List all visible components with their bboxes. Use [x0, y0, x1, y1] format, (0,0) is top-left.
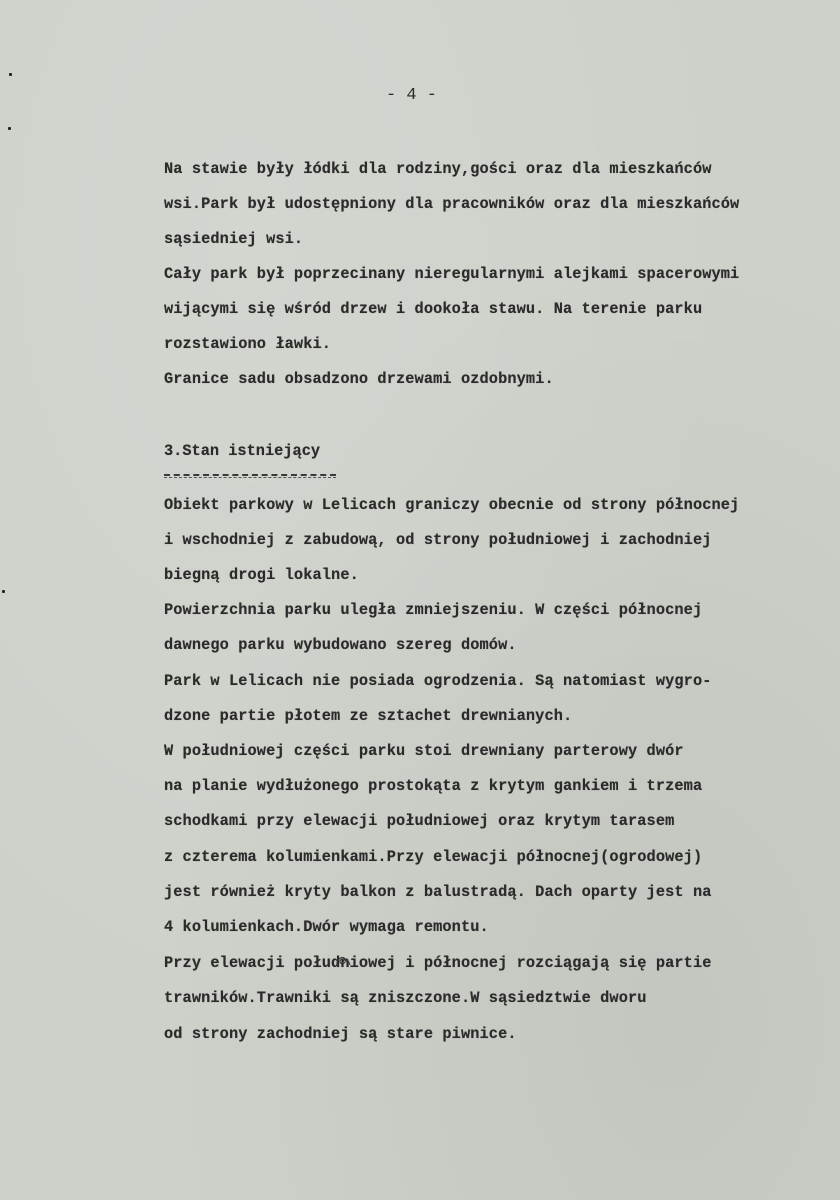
text-line: Powierzchnia parku uległa zmniejszeniu. W części północnej	[164, 601, 703, 619]
text-line: W południowej części parku stoi drewniany parterowy dwór	[164, 742, 684, 760]
text-line: trawników.Trawniki są zniszczone.W sąsiedztwie dworu	[164, 989, 647, 1007]
section-heading: 3.Stan istniejący	[164, 442, 321, 460]
text-line: dzone partie płotem ze sztachet drewnianych.	[164, 707, 573, 725]
heading-underline	[164, 474, 336, 478]
margin-mark	[2, 590, 5, 593]
handwritten-correction-mark	[334, 953, 352, 971]
text-line: Granice sadu obsadzono drzewami ozdobnymi.	[164, 370, 554, 388]
margin-mark	[9, 73, 12, 76]
margin-mark	[8, 127, 11, 130]
text-line: wijącymi się wśród drzew i dookoła stawu. Na terenie parku	[164, 300, 703, 318]
text-line: od strony zachodniej są stare piwnice.	[164, 1025, 517, 1043]
text-line: dawnego parku wybudowano szereg domów.	[164, 636, 517, 654]
text-line: i wschodniej z zabudową, od strony południowej i zachodniej	[164, 531, 712, 549]
text-line: Przy elewacji południowej i północnej rozciągają się partie	[164, 954, 712, 972]
text-line: Obiekt parkowy w Lelicach graniczy obecnie od strony północnej	[164, 496, 740, 514]
text-line: Na stawie były łódki dla rodziny,gości oraz dla mieszkańców	[164, 160, 712, 178]
text-line: schodkami przy elewacji południowej oraz krytym tarasem	[164, 812, 675, 830]
text-line: 4 kolumienkach.Dwór wymaga remontu.	[164, 918, 489, 936]
text-line: jest również kryty balkon z balustradą. Dach oparty jest na	[164, 883, 712, 901]
text-line: wsi.Park był udostępniony dla pracowników oraz dla mieszkańców	[164, 195, 740, 213]
text-line: Park w Lelicach nie posiada ogrodzenia. Są natomiast wygro-	[164, 672, 712, 690]
text-line: Cały park był poprzecinany nieregularnymi alejkami spacerowymi	[164, 265, 740, 283]
text-line: sąsiedniej wsi.	[164, 230, 304, 248]
page-number: - 4 -	[386, 86, 438, 105]
text-line: z czterema kolumienkami.Przy elewacji północnej(ogrodowej)	[164, 848, 703, 866]
text-line: rozstawiono ławki.	[164, 335, 332, 353]
text-line: na planie wydłużonego prostokąta z krytym gankiem i trzema	[164, 777, 703, 795]
text-line: biegną drogi lokalne.	[164, 566, 359, 584]
